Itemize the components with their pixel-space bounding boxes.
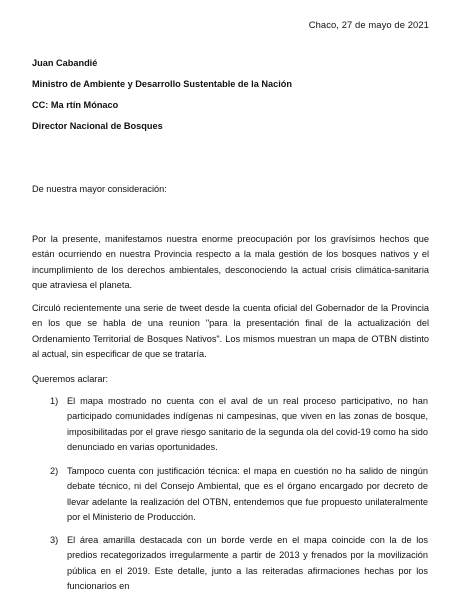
list-item-text: El área amarilla destacada con un borde verde en el mapa coincide con la de los predios recategorizados irregularmente a partir de 2013 y frenados por la movilización pública en el 2019. Este detalle, junto a las reiteradas afirmaciones hechas por los funcionarios en xyxy=(67,535,428,592)
recipient-title: Ministro de Ambiente y Desarrollo Sustentable de la Nación xyxy=(32,79,293,89)
cc-line: CC: Ma rtín Mónaco xyxy=(32,100,119,110)
recipient-name: Juan Cabandié xyxy=(32,58,98,68)
list-item-number: 1) xyxy=(50,396,59,406)
list-item-number: 3) xyxy=(50,535,59,545)
cc-title: Director Nacional de Bosques xyxy=(32,121,163,131)
paragraph-tweets: Circuló recientemente una serie de tweet desde la cuenta oficial del Gobernador de la Provincia en los que se habla de una reunion "para la presentación final de la actualización del Ordenamiento Territorial de Bosques Nativos". Los mismos muestran un mapa de OTBN distinto al actual, sin especificar de que se trataría. xyxy=(32,303,429,360)
list-intro: Queremos aclarar: xyxy=(32,374,109,384)
list-item-text: Tampoco cuenta con justificación técnica: el mapa en cuestión no ha salido de ningún debate técnico, ni del Consejo Ambiental, que es el órgano encargado por decreto de llevar adelante la realización del OTBN, entendemos que fue propuesto unilateralmente por el Ministerio de Producción. xyxy=(67,466,428,523)
paragraph-intro: Por la presente, manifestamos nuestra enorme preocupación por los gravísimos hechos que están ocurriendo en nuestra Provincia respecto a la mala gestión de los bosques nativos y el incumplimiento de los derechos ambientales, desconociendo la actual crisis climática-sanitaria que atraviesa el planeta. xyxy=(32,234,429,291)
list-item-text: El mapa mostrado no cuenta con el aval de un real proceso participativo, no han participado comunidades indígenas ni campesinas, que viven en las zonas de bosque, imposibilitadas por el grave riesgo sanitario de la segunda ola del covid-19 como ha sido denunciado en varias oportunidades. xyxy=(67,396,428,453)
salutation: De nuestra mayor consideración: xyxy=(32,184,167,194)
list-item-number: 2) xyxy=(50,466,59,476)
letter-date: Chaco, 27 de mayo de 2021 xyxy=(308,19,429,30)
